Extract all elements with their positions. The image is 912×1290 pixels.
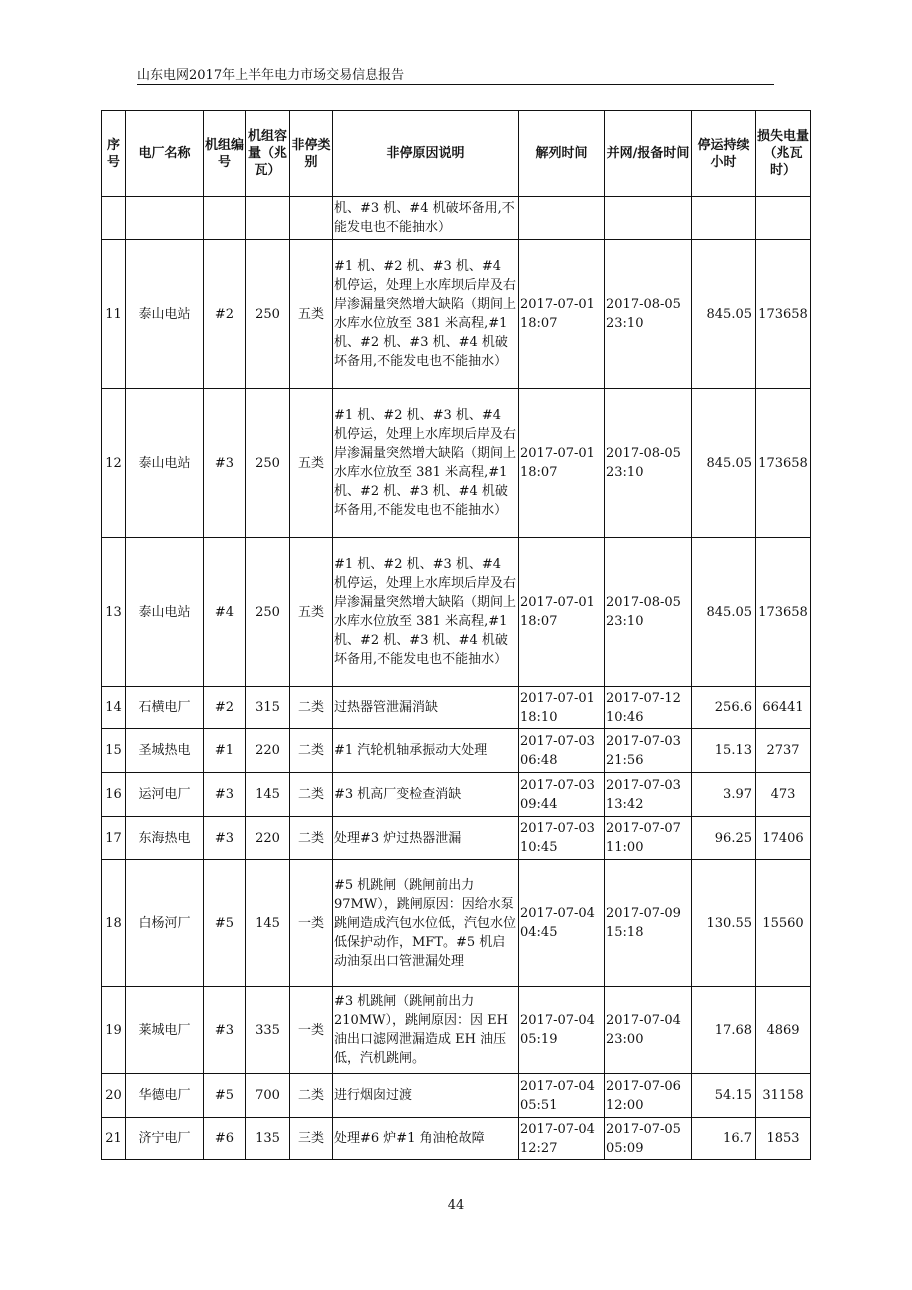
energy-loss: 173658 [756, 538, 811, 687]
outage-category: 二类 [290, 773, 333, 817]
online-time: 2017-08-05 23:10 [605, 240, 692, 389]
row-number: 19 [102, 987, 126, 1074]
capacity: 220 [246, 729, 290, 773]
table-row [102, 240, 811, 389]
energy-loss: 66441 [756, 687, 811, 729]
online-time: 2017-08-05 23:10 [605, 538, 692, 687]
col-header: 电厂名称 [126, 111, 204, 197]
online-time: 2017-07-05 05:09 [605, 1118, 692, 1160]
reason-cell: #1 汽轮机轴承振动大处理 [333, 729, 519, 773]
running-header: 山东电网2017年上半年电力市场交易信息报告 [137, 68, 405, 83]
outage-category: 一类 [290, 987, 333, 1074]
offline-time: 2017-07-01 18:07 [519, 240, 605, 389]
energy-loss: 15560 [756, 860, 811, 987]
outage-category: 五类 [290, 389, 333, 538]
unit-number: #6 [204, 1118, 246, 1160]
reason-cell: 处理#3 炉过热器泄漏 [333, 817, 519, 860]
plant-name: 华德电厂 [126, 1074, 204, 1118]
outage-hours: 256.6 [692, 687, 756, 729]
online-time: 2017-08-05 23:10 [605, 389, 692, 538]
reason-cell: #1 机、#2 机、#3 机、#4 机停运，处理上水库坝后岸及右岸渗漏量突然增大缺陷（期间上水库水位放至 381 米高程,#1 机、#2 机、#3 机、#4 机破坏备用,不能发电也不能抽水） [333, 538, 519, 687]
plant-name: 运河电厂 [126, 773, 204, 817]
capacity: 145 [246, 773, 290, 817]
table-row [102, 729, 811, 773]
col-header: 解列时间 [519, 111, 605, 197]
row-number: 11 [102, 240, 126, 389]
offline-time: 2017-07-03 09:44 [519, 773, 605, 817]
row-number: 17 [102, 817, 126, 860]
online-time: 2017-07-03 13:42 [605, 773, 692, 817]
offline-time: 2017-07-01 18:07 [519, 538, 605, 687]
col-header: 并网/报备时间 [605, 111, 692, 197]
online-time: 2017-07-04 23:00 [605, 987, 692, 1074]
row-number: 16 [102, 773, 126, 817]
energy-loss: 31158 [756, 1074, 811, 1118]
col-header: 非停原因说明 [333, 111, 519, 197]
outage-hours: 130.55 [692, 860, 756, 987]
outage-category: 五类 [290, 538, 333, 687]
capacity: 335 [246, 987, 290, 1074]
table-row [102, 687, 811, 729]
unit-number: #1 [204, 729, 246, 773]
col-header: 序号 [102, 111, 126, 197]
outage-hours: 54.15 [692, 1074, 756, 1118]
reason-cell: #3 机高厂变检查消缺 [333, 773, 519, 817]
capacity: 700 [246, 1074, 290, 1118]
unit-number: #2 [204, 687, 246, 729]
row-number: 13 [102, 538, 126, 687]
online-time: 2017-07-09 15:18 [605, 860, 692, 987]
plant-name: 东海热电 [126, 817, 204, 860]
continuation-row [102, 197, 811, 240]
offline-time: 2017-07-04 12:27 [519, 1118, 605, 1160]
outage-category: 二类 [290, 1074, 333, 1118]
outage-table [101, 110, 811, 1160]
row-number: 20 [102, 1074, 126, 1118]
plant-name: 白杨河厂 [126, 860, 204, 987]
energy-loss: 2737 [756, 729, 811, 773]
offline-time: 2017-07-01 18:10 [519, 687, 605, 729]
outage-category: 二类 [290, 817, 333, 860]
capacity: 250 [246, 240, 290, 389]
reason-cell: #1 机、#2 机、#3 机、#4 机停运，处理上水库坝后岸及右岸渗漏量突然增大缺陷（期间上水库水位放至 381 米高程,#1 机、#2 机、#3 机、#4 机破坏备用,不能发电也不能抽水） [333, 389, 519, 538]
reason-cell: 机、#3 机、#4 机破坏备用,不能发电也不能抽水） [333, 197, 519, 240]
plant-name: 莱城电厂 [126, 987, 204, 1074]
plant-name: 泰山电站 [126, 240, 204, 389]
table-row [102, 389, 811, 538]
outage-hours: 17.68 [692, 987, 756, 1074]
energy-loss: 17406 [756, 817, 811, 860]
outage-hours: 15.13 [692, 729, 756, 773]
unit-number: #3 [204, 987, 246, 1074]
table-row [102, 987, 811, 1074]
table-row [102, 1074, 811, 1118]
reason-cell: #1 机、#2 机、#3 机、#4 机停运，处理上水库坝后岸及右岸渗漏量突然增大缺陷（期间上水库水位放至 381 米高程,#1 机、#2 机、#3 机、#4 机破坏备用,不能发电也不能抽水） [333, 240, 519, 389]
outage-category: 二类 [290, 687, 333, 729]
online-time: 2017-07-03 21:56 [605, 729, 692, 773]
outage-hours: 845.05 [692, 240, 756, 389]
table-row [102, 538, 811, 687]
col-header: 机组编号 [204, 111, 246, 197]
header-rule [137, 84, 774, 85]
energy-loss: 173658 [756, 240, 811, 389]
capacity: 315 [246, 687, 290, 729]
table-row [102, 860, 811, 987]
capacity: 145 [246, 860, 290, 987]
row-number: 21 [102, 1118, 126, 1160]
offline-time: 2017-07-04 04:45 [519, 860, 605, 987]
plant-name: 泰山电站 [126, 538, 204, 687]
reason-cell: 进行烟囱过渡 [333, 1074, 519, 1118]
col-header: 停运持续小时 [692, 111, 756, 197]
energy-loss: 473 [756, 773, 811, 817]
reason-cell: #3 机跳闸（跳闸前出力 210MW），跳闸原因：因 EH 油出口滤网泄漏造成 EH 油压低，汽机跳闸。 [333, 987, 519, 1074]
table-row [102, 1118, 811, 1160]
outage-hours: 16.7 [692, 1118, 756, 1160]
unit-number: #2 [204, 240, 246, 389]
offline-time: 2017-07-03 10:45 [519, 817, 605, 860]
outage-category: 二类 [290, 729, 333, 773]
unit-number: #3 [204, 389, 246, 538]
outage-hours: 845.05 [692, 389, 756, 538]
row-number: 18 [102, 860, 126, 987]
online-time: 2017-07-12 10:46 [605, 687, 692, 729]
col-header: 机组容量（兆瓦） [246, 111, 290, 197]
plant-name: 石横电厂 [126, 687, 204, 729]
online-time: 2017-07-07 11:00 [605, 817, 692, 860]
header-row [102, 111, 811, 197]
col-header: 损失电量（兆瓦时） [756, 111, 811, 197]
page-number: 44 [447, 1198, 465, 1213]
unit-number: #5 [204, 860, 246, 987]
row-number: 12 [102, 389, 126, 538]
plant-name: 泰山电站 [126, 389, 204, 538]
capacity: 220 [246, 817, 290, 860]
row-number: 14 [102, 687, 126, 729]
unit-number: #5 [204, 1074, 246, 1118]
outage-category: 三类 [290, 1118, 333, 1160]
reason-cell: #5 机跳闸（跳闸前出力 97MW），跳闸原因：因给水泵跳闸造成汽包水位低，汽包水位低保护动作，MFT。#5 机启动油泵出口管泄漏处理 [333, 860, 519, 987]
outage-hours: 845.05 [692, 538, 756, 687]
table-row [102, 773, 811, 817]
row-number: 15 [102, 729, 126, 773]
table-row [102, 817, 811, 860]
unit-number: #3 [204, 817, 246, 860]
plant-name: 济宁电厂 [126, 1118, 204, 1160]
reason-cell: 处理#6 炉#1 角油枪故障 [333, 1118, 519, 1160]
energy-loss: 1853 [756, 1118, 811, 1160]
offline-time: 2017-07-04 05:19 [519, 987, 605, 1074]
col-header: 非停类别 [290, 111, 333, 197]
capacity: 250 [246, 538, 290, 687]
outage-hours: 96.25 [692, 817, 756, 860]
unit-number: #3 [204, 773, 246, 817]
energy-loss: 4869 [756, 987, 811, 1074]
offline-time: 2017-07-01 18:07 [519, 389, 605, 538]
plant-name: 圣城热电 [126, 729, 204, 773]
energy-loss: 173658 [756, 389, 811, 538]
outage-category: 一类 [290, 860, 333, 987]
outage-hours: 3.97 [692, 773, 756, 817]
outage-category: 五类 [290, 240, 333, 389]
capacity: 250 [246, 389, 290, 538]
unit-number: #4 [204, 538, 246, 687]
capacity: 135 [246, 1118, 290, 1160]
online-time: 2017-07-06 12:00 [605, 1074, 692, 1118]
offline-time: 2017-07-03 06:48 [519, 729, 605, 773]
reason-cell: 过热器管泄漏消缺 [333, 687, 519, 729]
offline-time: 2017-07-04 05:51 [519, 1074, 605, 1118]
